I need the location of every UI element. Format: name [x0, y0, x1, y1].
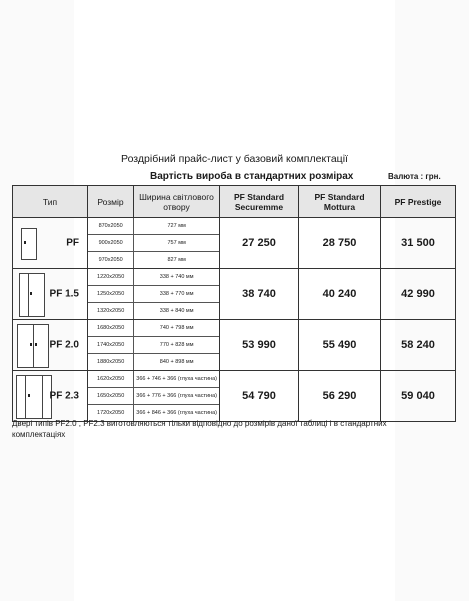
price-securemme: 27 250: [220, 218, 299, 268]
table-row: [13, 371, 455, 421]
list-item: [88, 371, 219, 388]
footnote: Двері типів PF2.0 , PF2.3 виготовляються тільки відповідно до розмірів даної таблиці і в стандартних комплектаціях: [12, 419, 387, 439]
type-label: PF 2.3: [49, 390, 79, 402]
size-value: 1680x2050: [88, 320, 134, 336]
list-item: [88, 320, 219, 337]
price-mottura: 28 750: [299, 218, 381, 268]
price-securemme: 54 790: [220, 371, 299, 421]
header-width: Ширина світлового отвору: [134, 186, 220, 217]
width-value: 840 + 898 мм: [159, 359, 194, 365]
currency-label: Валюта : грн.: [388, 172, 441, 181]
single-door-icon: [21, 228, 37, 260]
page-title: Роздрібний прайс-лист у базовий комплектації: [121, 153, 348, 165]
width-value: 770 + 828 мм: [159, 342, 194, 348]
width-value: 727 мм: [167, 223, 186, 229]
list-item: [88, 388, 219, 405]
size-value: 1740x2050: [88, 337, 134, 353]
price-mottura: 40 240: [299, 269, 381, 319]
list-item: [88, 252, 219, 268]
size-value: 870x2050: [88, 218, 134, 234]
price-prestige: 59 040: [401, 390, 435, 402]
size-value: 1220x2050: [88, 269, 134, 285]
header-prestige: PF Prestige: [394, 196, 442, 207]
triple-door-icon: [16, 375, 52, 419]
width-value: 827 мм: [167, 257, 186, 263]
list-item: [88, 235, 219, 252]
price-prestige: 58 240: [401, 339, 435, 351]
width-value: 366 + 746 + 366 (глуха частина): [136, 376, 218, 382]
type-cell: [13, 269, 88, 319]
width-value: 366 + 846 + 366 (глуха частина): [136, 410, 218, 416]
size-value: 1720x2050: [88, 405, 134, 421]
price-prestige: 31 500: [401, 237, 435, 249]
type-label: PF: [66, 237, 79, 249]
width-value: 338 + 840 мм: [159, 308, 194, 314]
list-item: [88, 218, 219, 235]
price-table: [12, 185, 456, 422]
double-door-icon: [17, 324, 49, 368]
width-value: 338 + 770 мм: [159, 291, 194, 297]
type-label: PF 2.0: [49, 339, 79, 351]
one-and-half-door-icon: [19, 273, 45, 317]
type-label: PF 1.5: [49, 288, 79, 300]
table-row: [13, 269, 455, 320]
price-prestige: 42 990: [401, 288, 435, 300]
table-subtitle: Вартість виробa в стандартних розмірах: [150, 171, 354, 182]
size-value: 1650x2050: [88, 388, 134, 404]
table-row: [13, 320, 455, 371]
header-size: Розмір: [88, 186, 134, 217]
table-header: [13, 186, 455, 218]
price-mottura: 55 490: [299, 320, 381, 370]
price-securemme: 53 990: [220, 320, 299, 370]
header-type: Тип: [13, 186, 88, 217]
list-item: [88, 286, 219, 303]
header-standard-mottura: PF Standard Mottura: [299, 186, 381, 217]
width-value: 740 + 798 мм: [159, 325, 194, 331]
list-item: [88, 269, 219, 286]
list-item: [88, 354, 219, 370]
type-cell: [13, 320, 88, 370]
type-cell: [13, 218, 88, 268]
size-value: 1880x2050: [88, 354, 134, 370]
list-item: [88, 303, 219, 319]
width-value: 338 + 740 мм: [159, 274, 194, 280]
type-cell: [13, 371, 88, 421]
size-value: 1620x2050: [88, 371, 134, 387]
size-value: 1250x2050: [88, 286, 134, 302]
size-value: 970x2050: [88, 252, 134, 268]
table-row: [13, 218, 455, 269]
width-value: 366 + 776 + 366 (глуха частина): [136, 393, 218, 399]
price-mottura: 56 290: [299, 371, 381, 421]
header-standard-securemme: PF Standard Securemme: [220, 186, 299, 217]
size-value: 900x2050: [88, 235, 134, 251]
price-securemme: 38 740: [220, 269, 299, 319]
list-item: [88, 337, 219, 354]
width-value: 757 мм: [167, 240, 186, 246]
size-value: 1320x2050: [88, 303, 134, 319]
